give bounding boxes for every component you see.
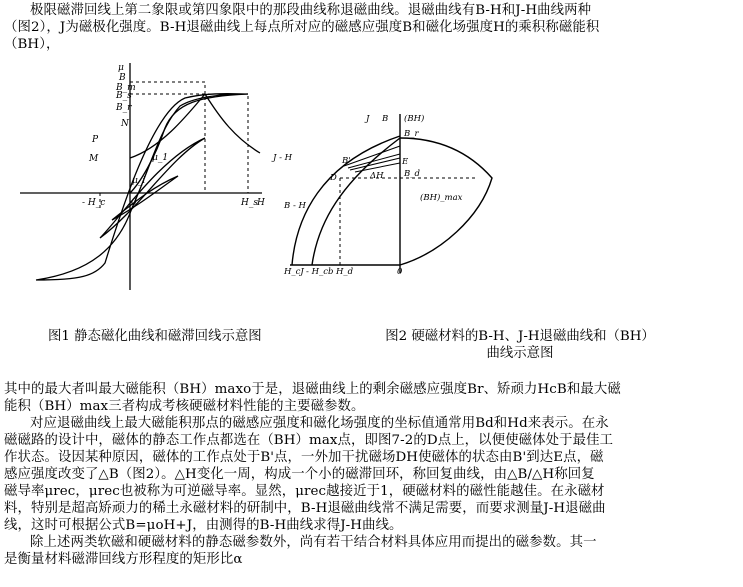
fig1-label: - H_c xyxy=(82,198,106,208)
body-line: 其中的最大者叫最大磁能积（BH）maxo于是，退磁曲线上的剩余磁感应强度Br、矫顽力HcB和最大磁 xyxy=(4,382,621,397)
fig1-label: B_m xyxy=(116,83,136,93)
fig2-label: D xyxy=(330,173,337,183)
fig2-label: J - H xyxy=(273,153,293,163)
fig2-guides xyxy=(340,178,475,265)
figure-1-caption: 图1 静态磁化曲线和磁滞回线示意图 xyxy=(48,329,262,344)
body-line: 料，特别是超高矫顽力的稀土永磁材料的研制中，B-H退磁曲线常不满足需要，而要求测量J-H退磁曲 xyxy=(4,501,606,516)
fig1-label: B xyxy=(119,73,126,83)
fig2-label: E xyxy=(402,157,409,167)
intro-line: 极限磁滞回线上第二象限或第四象限中的那段曲线称退磁曲线。退磁曲线有B-H和J-H曲线两种 xyxy=(30,3,592,18)
body-line: 感应强度改变了△B（图2）。△H变化一周，构成一个小的磁滞回环，称回复曲线，由△B/△H称回复 xyxy=(4,467,595,482)
body-line: 是衡量材料磁滞回线方形程度的矩形比α xyxy=(4,552,243,567)
body-line: 磁导率μrec，μrec也被称为可逆磁导率。显然，μrec越接近于1，硬磁材料的磁性能越佳。在永磁材 xyxy=(4,484,605,499)
body-line: 对应退磁曲线上最大磁能积那点的磁感应强度和磁化场强度的坐标值通常用Bd和Hd来表示。在永 xyxy=(30,416,609,431)
fig2-label: - H_cb xyxy=(306,267,334,277)
body-line: 磁磁路的设计中，磁体的静态工作点都选在（BH）max点，即图7-2的D点上，以便使磁体处于最佳工 xyxy=(4,433,614,448)
fig2-label: B_d xyxy=(404,169,420,179)
fig1-label: μ xyxy=(118,63,124,73)
fig1-label: M xyxy=(89,154,99,164)
fig1-label: N xyxy=(121,119,129,129)
fig2-label: H_cJ xyxy=(284,267,304,277)
body-line: 除上述两类软磁和硬磁材料的静态磁参数外，尚有若干结合材料具体应用而提出的磁参数。其一 xyxy=(30,535,597,550)
fig1-label: B_s xyxy=(116,91,132,101)
body-line: 作状态。设因某种原因，磁体的工作点处于B'点，一外加干扰磁场DH使磁体的状态由B'到达E点，磁 xyxy=(4,450,604,465)
fig1-label: H xyxy=(257,198,265,208)
fig2-label: H_d xyxy=(336,267,354,277)
figure-2-caption-line: 曲线示意图 xyxy=(486,346,554,361)
intro-line: （图2），J为磁极化强度。B-H退磁曲线上每点所对应的磁感应强度B和磁化场强度H的乘积称磁能积 xyxy=(4,20,600,35)
figure-2-demagnetization-diagram xyxy=(270,108,530,298)
fig2-label: (BH) xyxy=(404,114,425,124)
fig2-label: B' xyxy=(342,156,351,166)
fig2-label: B xyxy=(382,114,389,124)
fig2-label: J xyxy=(366,114,370,124)
intro-line: （BH）， xyxy=(4,37,60,52)
fig1-label: P xyxy=(92,135,99,145)
fig1-label: μ_i xyxy=(132,176,146,186)
figure-2-caption-line: 图2 硬磁材料的B-H、J-H退磁曲线和（BH） xyxy=(385,329,655,344)
fig2-label: B - H xyxy=(284,201,306,211)
fig1-permeability-curve xyxy=(130,94,260,158)
fig1-label: B_r xyxy=(116,103,132,113)
fig2-label: ΔH xyxy=(370,171,384,181)
body-line: 线，这时可根据公式B=μoH+J，由测得的B-H曲线求得J-H曲线。 xyxy=(4,518,403,533)
fig1-initial-curve xyxy=(130,94,248,193)
fig1-major-loop xyxy=(36,94,248,280)
body-text xyxy=(4,381,739,568)
figure-1-hysteresis-diagram xyxy=(0,58,300,298)
body-line: 能积（BH）max三者构成考核硬磁材料性能的主要磁参数。 xyxy=(4,399,365,414)
fig2-label: (BH)_max xyxy=(420,193,463,203)
fig2-label: 0 xyxy=(397,267,403,277)
fig2-label: B_r xyxy=(404,129,419,139)
fig1-label: H_s xyxy=(241,198,258,208)
fig1-label: μ_1 xyxy=(152,153,169,163)
intro-paragraph xyxy=(4,2,739,53)
fig1-label: 0 xyxy=(131,198,137,208)
figure-2-caption xyxy=(350,328,690,362)
